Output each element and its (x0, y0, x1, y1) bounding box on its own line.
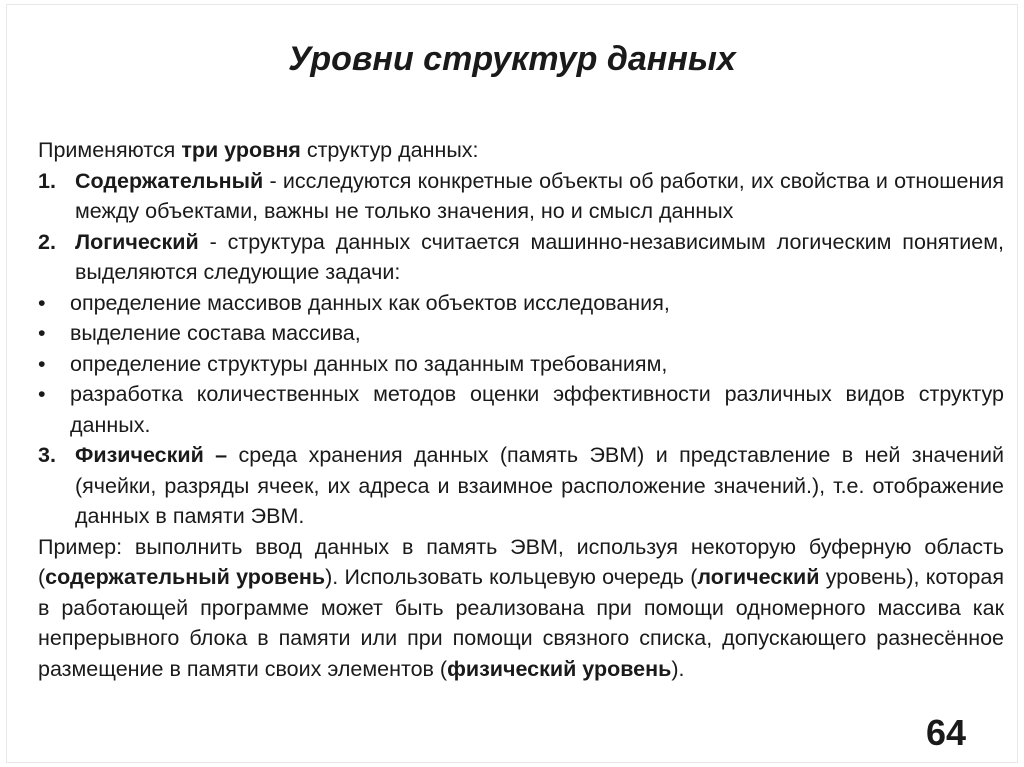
example-paragraph (38, 532, 1004, 685)
level-description: - структура данных считается машинно-независимым логическим понятием, выделяются следующие задачи: (75, 229, 1004, 284)
task-text: определение структуры данных по заданным требованиям, (70, 351, 668, 376)
example-bold-text: физический уровень (447, 656, 672, 681)
bullet-icon: • (38, 321, 46, 345)
task-bullet-item (38, 379, 1004, 440)
example-bold-text: логический (697, 565, 820, 589)
task-bullet-item (38, 288, 1004, 319)
level-item-1 (38, 166, 1004, 227)
bullet-icon: • (38, 382, 46, 406)
bullet-icon: • (38, 290, 46, 315)
task-text: выделение состава массива, (70, 321, 361, 345)
level-name: Физический – (75, 443, 228, 467)
example-text: ). Использовать кольцевую очередь ( (325, 565, 698, 589)
level-name: Содержательный (75, 168, 264, 193)
task-bullet-item (38, 349, 1004, 380)
intro-text-before: Применяются (38, 138, 182, 162)
level-number: 3. (38, 443, 56, 467)
slide-title: Уровни структур данных (288, 40, 736, 78)
task-text: разработка количественных методов оценки эффективности различных видов структур данных. (70, 382, 1004, 437)
task-text: определение массивов данных как объектов исследования, (70, 290, 670, 315)
intro-paragraph (38, 135, 1004, 166)
level-description: - исследуются конкретные объекты об работки, их свойства и отношения между объектами, важны не только значения, но и смысл данных (75, 168, 1004, 223)
level-description: среда хранения данных (память ЭВМ) и представление в ней значений (ячейки, разряды ячеек, их адреса и взаимное расположение значений.), т.е. отображение данных в памяти ЭВМ. (75, 443, 1004, 528)
example-text: ). (671, 656, 685, 681)
level-number: 1. (38, 168, 56, 193)
intro-text-after: структур данных: (300, 138, 479, 162)
example-bold-text: содержательный уровень (45, 565, 326, 589)
page-number: 64 (925, 712, 966, 753)
task-bullet-item (38, 318, 1004, 349)
level-number: 2. (38, 229, 56, 254)
intro-text-bold: три уровня (181, 138, 301, 162)
level-item-3 (38, 440, 1004, 532)
example-text: Пример: выполнить ввод данных в память ЭВМ, используя некоторую буферную область ( (38, 534, 1004, 589)
bullet-icon: • (38, 351, 46, 376)
level-item-2 (38, 227, 1004, 288)
level-name: Логический (75, 229, 199, 254)
example-text: уровень), которая в работающей программе может быть реализована при помощи одномерного массива как непрерывного блока в памяти или при помощи связного списка, допускающего разнесённое размещение в памяти своих элементов ( (38, 565, 1004, 681)
slide-body (38, 135, 1004, 684)
